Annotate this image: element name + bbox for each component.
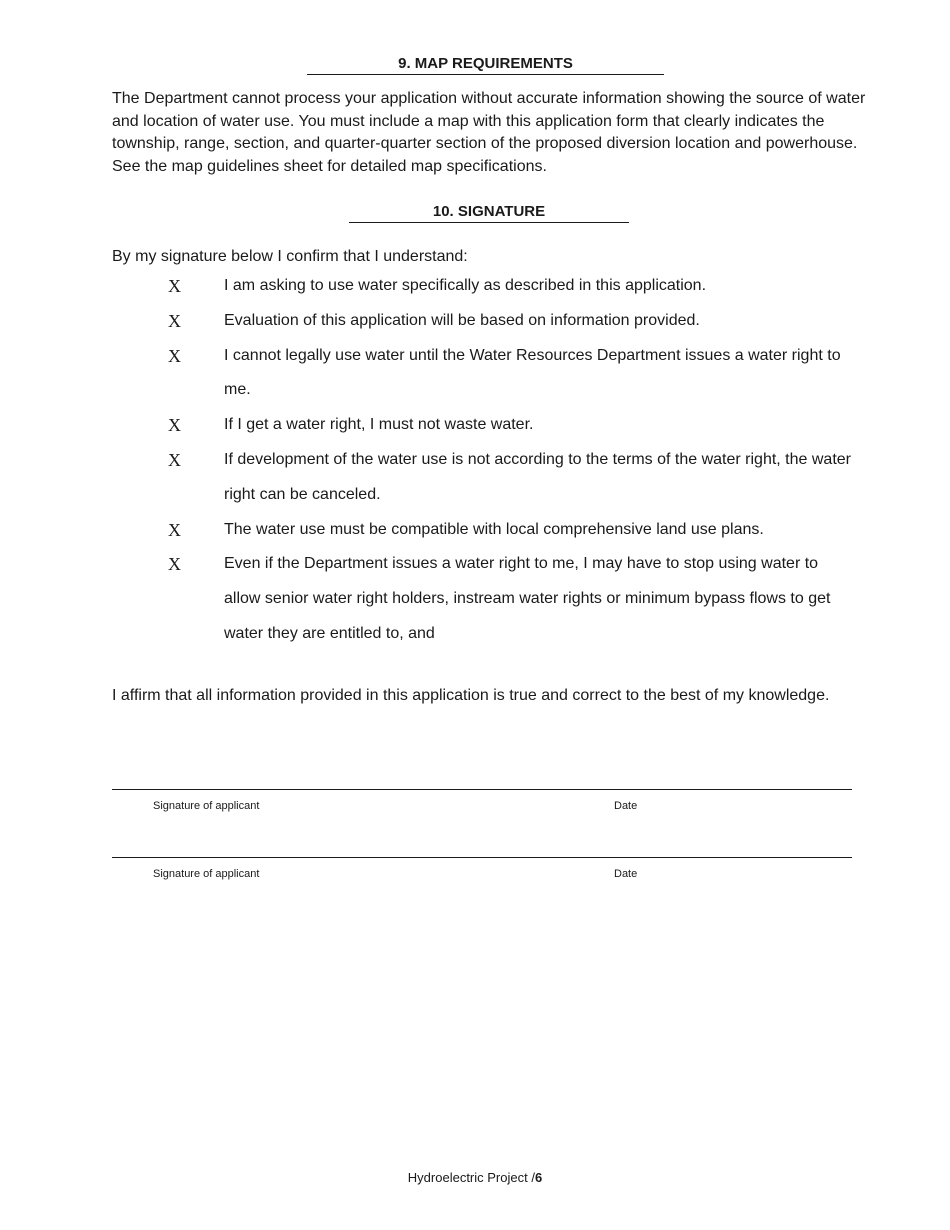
list-item-text: I am asking to use water specifically as described in this application.	[224, 277, 707, 294]
list-item	[112, 547, 852, 651]
map-requirements-heading: 9. MAP REQUIREMENTS	[307, 55, 664, 75]
list-item	[112, 443, 852, 513]
x-mark-icon: X	[168, 345, 181, 366]
date-label: Date	[614, 800, 638, 812]
x-mark-icon: X	[168, 449, 181, 470]
list-item	[112, 304, 852, 339]
footer-text: Hydroelectric Project /	[407, 1170, 535, 1185]
signature-label: Signature of applicant	[153, 800, 260, 812]
list-item	[112, 269, 852, 304]
list-item-text: The water use must be compatible with local comprehensive land use plans.	[224, 520, 764, 538]
list-item	[112, 339, 852, 409]
x-mark-icon: X	[168, 276, 181, 296]
signature-line[interactable]	[112, 857, 852, 858]
list-item-text: I cannot legally use water until the Water Resources Department issues a water right to me.	[224, 346, 841, 399]
signature-heading: 10. SIGNATURE	[349, 203, 629, 223]
list-item-text: Evaluation of this application will be based on information provided.	[224, 311, 700, 329]
affirmation-paragraph: I affirm that all information provided in this application is true and correct to the best of my knowledge.	[112, 687, 830, 704]
signature-label: Signature of applicant	[153, 868, 260, 880]
page-number: 6	[534, 1170, 543, 1185]
signature-line[interactable]	[112, 789, 852, 790]
map-requirements-paragraph: The Department cannot process your application without accurate information showing the source of water and location of water use. You must include a map with this application form that clearly indicates the township, range, section, and quarter-quarter section of the proposed diversion location and powerhouse. See the map guidelines sheet for detailed map specifications.	[112, 90, 866, 175]
x-mark-icon: X	[168, 519, 181, 540]
list-item-text: Even if the Department issues a water right to me, I may have to stop using water to allow senior water right holders, instream water rights or minimum bypass flows to get water they are entitled to, and	[224, 555, 831, 642]
x-mark-icon: X	[168, 415, 181, 436]
page-footer	[0, 1169, 950, 1187]
date-label: Date	[614, 868, 638, 880]
confirmation-list	[112, 269, 852, 652]
list-item	[112, 408, 852, 443]
signature-intro-text: By my signature below I confirm that I understand:	[112, 248, 468, 265]
x-mark-icon: X	[168, 310, 181, 331]
list-item	[112, 513, 852, 548]
x-mark-icon: X	[168, 554, 181, 575]
list-item-text: If development of the water use is not according to the terms of the water right, the water right can be canceled.	[224, 450, 851, 503]
list-item-text: If I get a water right, I must not waste water.	[224, 416, 534, 434]
